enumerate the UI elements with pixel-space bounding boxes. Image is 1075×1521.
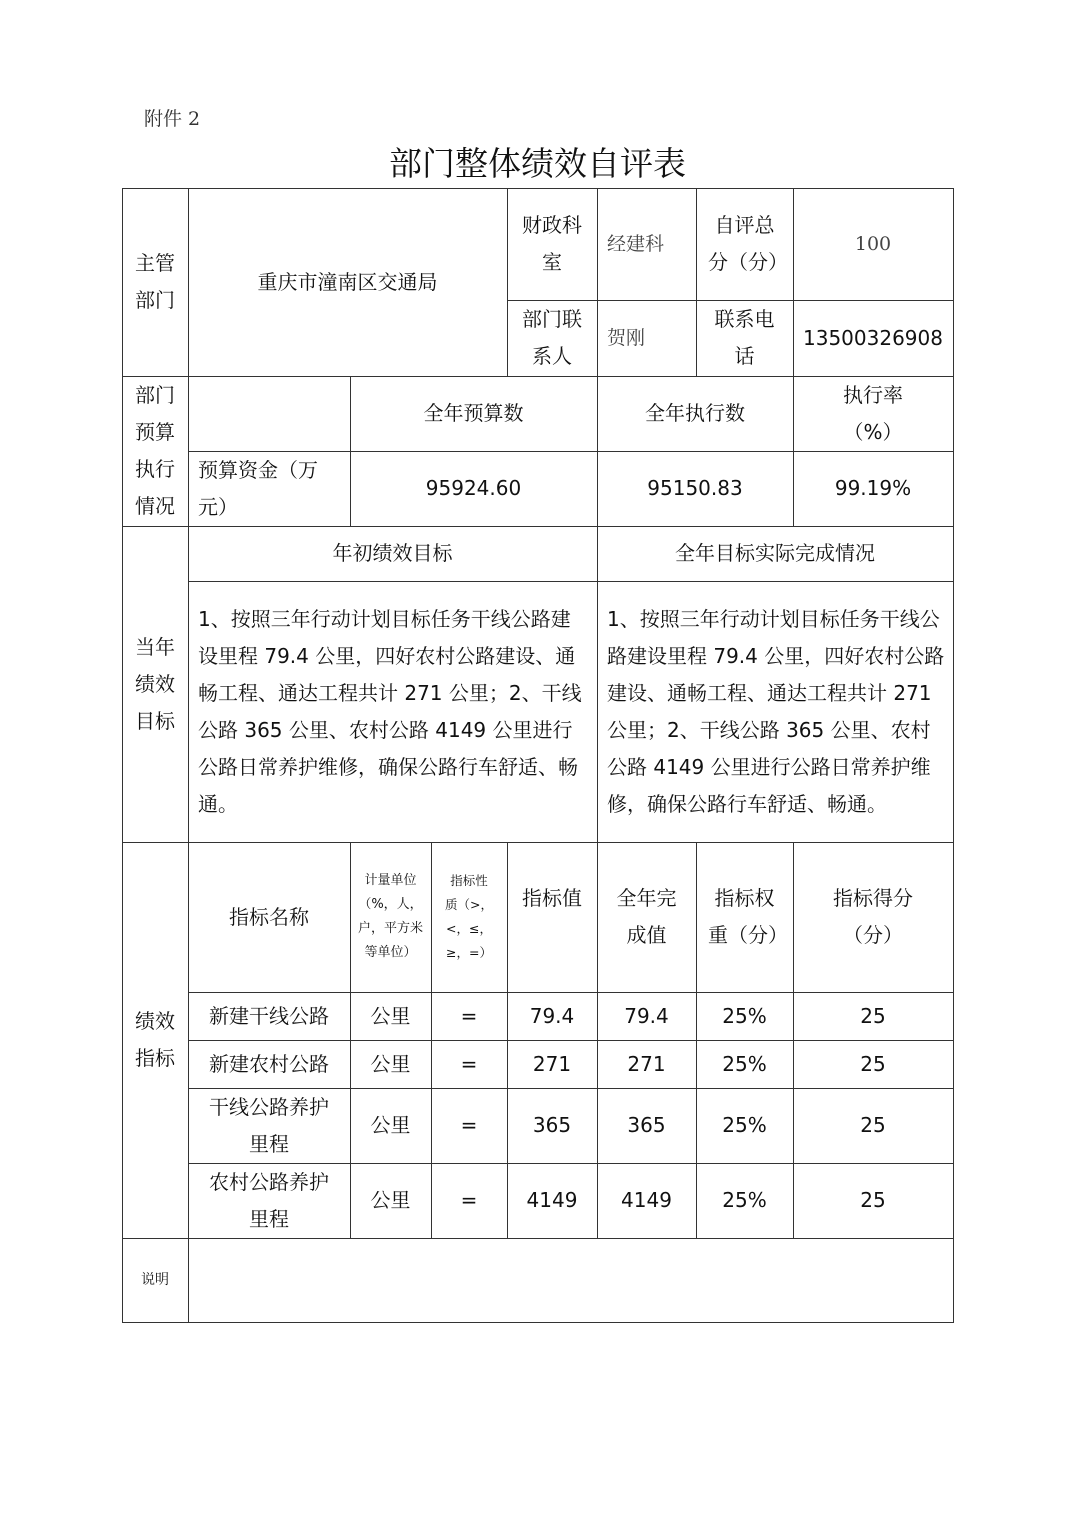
indicator-row-target: 271 — [532, 1051, 572, 1076]
col-execution-rate: 执行率（%） — [843, 382, 903, 444]
indicator-row-target: 79.4 — [529, 1003, 575, 1028]
indicator-row-score: 25 — [860, 1003, 886, 1028]
contact-label: 部门联系人 — [522, 307, 582, 368]
execution-rate-value: 99.19% — [834, 476, 912, 500]
contact-value: 贺刚 — [607, 326, 646, 349]
executed-value: 95150.83 — [647, 476, 743, 500]
indicator-row-nature: = — [460, 1003, 478, 1028]
indicator-row-actual: 79.4 — [624, 1003, 669, 1028]
phone-label: 联系电话 — [714, 307, 775, 368]
indicator-row-actual: 4149 — [621, 1188, 672, 1212]
budget-section-label: 部门预算执行情况 — [135, 383, 175, 518]
header-target-value: 指标值 — [522, 886, 582, 910]
indicator-row-name: 农村公路养护里程 — [209, 1169, 329, 1231]
table-border — [953, 188, 954, 1323]
indicator-row-score: 25 — [860, 1113, 886, 1137]
indicator-row-unit: 公里 — [370, 1188, 411, 1212]
indicator-row-unit: 公里 — [370, 1113, 411, 1137]
col-annual-executed: 全年执行数 — [645, 401, 745, 425]
indicator-row-weight: 25% — [722, 1051, 767, 1076]
indicators-section-label: 绩效指标 — [135, 1009, 175, 1070]
indicator-row-name: 新建干线公路 — [209, 1003, 329, 1028]
initial-goals-header: 年初绩效目标 — [332, 541, 453, 565]
indicator-row-actual: 271 — [627, 1051, 666, 1076]
self-score-value: 100 — [854, 232, 892, 255]
finance-office-value: 经建科 — [607, 232, 665, 255]
actual-completion-header: 全年目标实际完成情况 — [675, 541, 875, 565]
dept-value: 重庆市潼南区交通局 — [257, 269, 438, 294]
self-score-label: 自评总分（分） — [708, 213, 788, 274]
budget-value: 95924.60 — [425, 476, 522, 500]
header-score: 指标得分（分） — [833, 886, 913, 947]
phone-value: 13500326908 — [803, 325, 943, 350]
table-border — [122, 1322, 954, 1323]
indicator-row-weight: 25% — [722, 1113, 767, 1137]
goals-section-label: 当年绩效目标 — [135, 634, 175, 733]
header-unit: 计量单位（%，人，户，平方米等单位） — [358, 873, 424, 960]
indicator-row-score: 25 — [860, 1188, 886, 1212]
page-title: 部门整体绩效自评表 — [389, 144, 686, 183]
col-annual-budget: 全年预算数 — [423, 401, 524, 425]
header-indicator-name: 指标名称 — [229, 904, 309, 929]
indicator-row-name: 新建农村公路 — [209, 1051, 329, 1076]
indicator-row-nature: = — [460, 1113, 478, 1137]
indicator-row-target: 4149 — [526, 1188, 578, 1212]
indicator-row-target: 365 — [532, 1113, 572, 1137]
initial-goals-text: 1、按照三年行动计划目标任务干线公路建设里程 79.4 公里，四好农村公路建设、通畅工程、通达工程共计 271 公里；2、干线公路 365 公里、农村公路 4149 公里进行公路日常养护维修，确保公路行车舒适、畅通。 — [198, 606, 582, 816]
attachment-label: 附件 2 — [144, 108, 201, 130]
indicator-row-score: 25 — [860, 1051, 886, 1076]
indicator-row-weight: 25% — [722, 1188, 767, 1212]
budget-funds-label: 预算资金（万元） — [198, 457, 318, 519]
indicator-row-weight: 25% — [722, 1003, 767, 1028]
actual-completion-text: 1、按照三年行动计划目标任务干线公路建设里程 79.4 公里，四好农村公路建设、通畅工程、通达工程共计 271 公里；2、干线公路 365 公里、农村公路 4149 公里进行公路日常养护维修，确保公路行车舒适、畅通。 — [607, 606, 945, 816]
indicator-row-actual: 365 — [627, 1113, 666, 1137]
header-weight: 指标权重（分） — [708, 886, 788, 947]
notes-label: 说明 — [141, 1271, 169, 1288]
indicator-row-name: 干线公路养护里程 — [209, 1094, 329, 1156]
finance-office-label: 财政科室 — [522, 213, 582, 274]
notes-value — [188, 1238, 953, 1322]
indicator-row-nature: = — [460, 1051, 478, 1076]
header-actual-value: 全年完成值 — [616, 886, 677, 947]
indicator-row-unit: 公里 — [370, 1003, 411, 1028]
dept-label: 主管部门 — [135, 251, 175, 312]
indicator-row-unit: 公里 — [370, 1051, 411, 1076]
header-nature: 指标性质（>，<，≤，≥，=） — [445, 873, 493, 960]
indicator-row-nature: = — [460, 1188, 478, 1212]
